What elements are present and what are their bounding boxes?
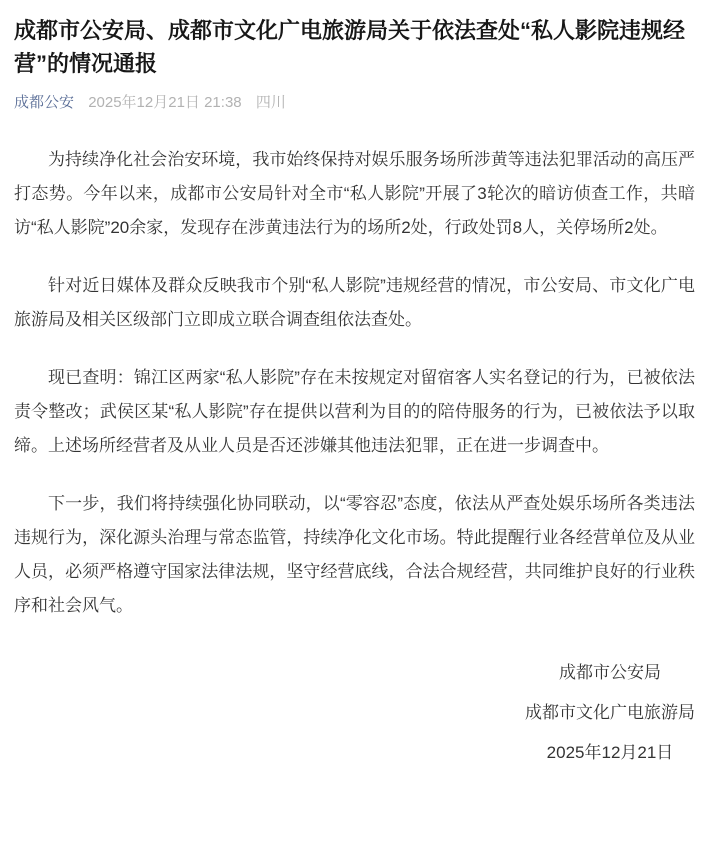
signature-line-authority-2: 成都市文化广电旅游局 (525, 702, 695, 722)
signature-line-authority-1: 成都市公安局 (559, 663, 661, 682)
signature-area (14, 653, 695, 773)
signature-block (525, 653, 695, 773)
body-paragraph-2: 针对近日媒体及群众反映我市个别“私人影院”违规经营的情况，市公安局、市文化广电旅游局及相关区级部门立即成立联合调查组依法查处。 (14, 276, 695, 329)
body-paragraph-1: 为持续净化社会治安环境，我市始终保持对娱乐服务场所涉黄等违法犯罪活动的高压严打态势。今年以来，成都市公安局针对全市“私人影院”开展了3轮次的暗访侦查工作，共暗访“私人影院”20余家，发现存在涉黄违法行为的场所2处，行政处罚8人，关停场所2处。 (14, 150, 695, 237)
article-meta (14, 92, 695, 113)
body-paragraph-4: 下一步，我们将持续强化协同联动，以“零容忍”态度，依法从严查处娱乐场所各类违法违规行为，深化源头治理与常态监管，持续净化文化市场。特此提醒行业各经营单位及从业人员，必须严格遵守国家法律法规，坚守经营底线，合法合规经营，共同维护良好的行业秩序和社会风气。 (14, 494, 695, 615)
publish-time: 2025年12月21日 21:38 (88, 94, 242, 111)
article-title: 成都市公安局、成都市文化广电旅游局关于依法查处“私人影院违规经营”的情况通报 (14, 18, 686, 76)
account-name-link[interactable]: 成都公安 (14, 94, 75, 111)
article-body (14, 143, 695, 623)
signature-line-date: 2025年12月21日 (546, 742, 674, 762)
body-paragraph-3: 现已查明：锦江区两家“私人影院”存在未按规定对留宿客人实名登记的行为，已被依法责令整改；武侯区某“私人影院”存在提供以营利为目的的陪侍服务的行为，已被依法予以取缔。上述场所经营者及从业人员是否还涉嫌其他违法犯罪，正在进一步调查中。 (14, 368, 695, 455)
publish-location: 四川 (255, 94, 286, 111)
